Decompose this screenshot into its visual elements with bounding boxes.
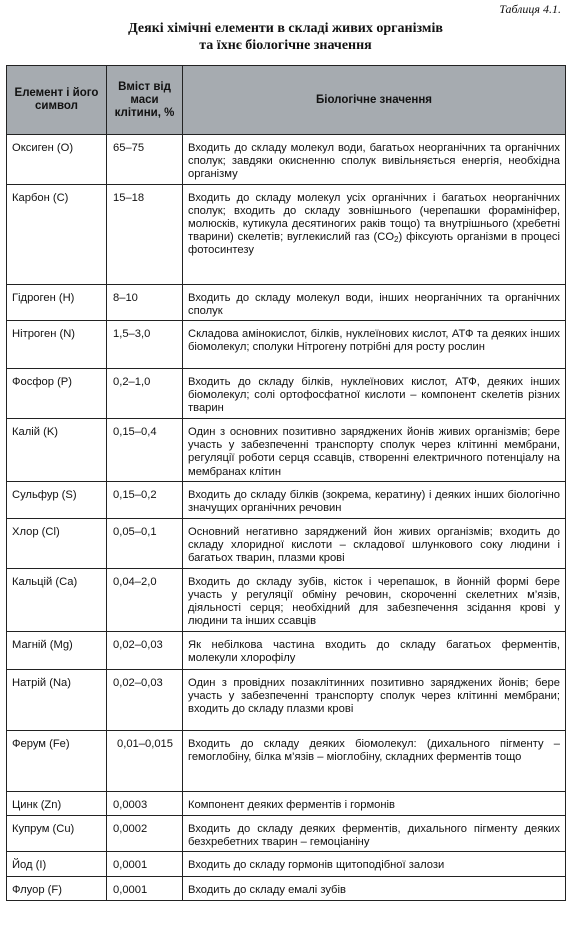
element-cell: Хлор (Cl) [7, 518, 107, 568]
table-row [7, 568, 566, 631]
table-row [7, 135, 566, 185]
co2-subscript: 2 [394, 235, 399, 245]
table-row [7, 631, 566, 669]
role-cell: Входить до складу деяких ферментів, дихального пігменту деяких безхребетних тварин – гемоціаніну [183, 815, 566, 851]
table-row [7, 730, 566, 791]
table-row [7, 419, 566, 482]
role-cell: Основний негативно заряджений йон живих організмів; входить до складу хлоридної кислоти – складової шлункового соку людини і багатьох тварин, плазми крові [183, 518, 566, 568]
role-cell: Входить до складу білків, нуклеїнових кислот, АТФ, деяких інших біомолекул; солі ортофосфатної кислоти – компонент скелетів різних тварин [183, 369, 566, 419]
content-cell: 0,04–2,0 [107, 568, 183, 631]
table-row [7, 815, 566, 851]
role-cell [183, 184, 566, 284]
table-title-line-1: Деякі хімічні елементи в складі живих організмів [128, 21, 443, 36]
table-row [7, 321, 566, 369]
chemical-elements-table [6, 65, 566, 901]
element-cell: Оксиген (О) [7, 135, 107, 185]
table-row [7, 791, 566, 815]
content-cell: 8–10 [107, 284, 183, 320]
role-cell: Входить до складу білків (зокрема, кератину) і деяких інших біологічно значущих органічних речовин [183, 481, 566, 518]
element-cell: Купрум (Cu) [7, 815, 107, 851]
element-cell: Цинк (Zn) [7, 791, 107, 815]
content-cell: 0,0003 [107, 791, 183, 815]
table-row [7, 369, 566, 419]
role-cell: Входить до складу емалі зубів [183, 877, 566, 901]
role-cell: Один з основних позитивно заряджених йонів живих організмів; бере участь у забезпеченні транспорту сполук через клітинні мембрани, регуляції роботи серця ссавців, створенні електричного потенціалу на мембранах клітин [183, 419, 566, 482]
content-cell: 65–75 [107, 135, 183, 185]
role-text: ) фіксують організми в процесі фотосинтезу [188, 231, 560, 257]
content-cell: 0,0002 [107, 815, 183, 851]
table-row [7, 669, 566, 730]
role-cell: Входить до складу молекул води, багатьох неорганічних та органічних сполук; завдяки окисненню сполук вивільняється енергія, необхідна організму [183, 135, 566, 185]
element-cell: Ферум (Fe) [7, 730, 107, 791]
element-cell: Натрій (Na) [7, 669, 107, 730]
table-row [7, 481, 566, 518]
content-cell: 1,5–3,0 [107, 321, 183, 369]
element-cell: Карбон (С) [7, 184, 107, 284]
table-number-caption: Таблиця 4.1. [499, 2, 561, 16]
table-body [7, 135, 566, 901]
element-cell: Фосфор (Р) [7, 369, 107, 419]
content-cell: 0,0001 [107, 852, 183, 877]
content-cell: 0,0001 [107, 877, 183, 901]
element-cell: Нітроген (N) [7, 321, 107, 369]
column-header-element: Елемент і його символ [7, 66, 107, 135]
role-cell: Входить до складу молекул води, інших неорганічних та органічних сполук [183, 284, 566, 320]
element-cell: Йод (I) [7, 852, 107, 877]
content-cell: 0,02–0,03 [107, 669, 183, 730]
table-row [7, 184, 566, 284]
element-cell: Сульфур (S) [7, 481, 107, 518]
table-row [7, 877, 566, 901]
role-cell: Входить до складу зубів, кісток і черепашок, в йонній формі бере участь у регуляції обміну речовин, скороченні скелетних м’язів, діяльності серця; необхідний для забезпечення зсідання крові у людини та інших ссавців [183, 568, 566, 631]
element-cell: Кальцій (Са) [7, 568, 107, 631]
content-cell: 0,15–0,4 [107, 419, 183, 482]
content-cell: 0,01–0,015 [107, 730, 183, 791]
element-cell: Флуор (F) [7, 877, 107, 901]
element-cell: Гідроген (Н) [7, 284, 107, 320]
content-cell: 0,2–1,0 [107, 369, 183, 419]
role-cell: Компонент деяких ферментів і гормонів [183, 791, 566, 815]
table-row [7, 518, 566, 568]
role-cell: Входить до складу деяких біомолекул: (дихального пігменту – гемоглобіну, білка м’язів – міоглобіну, складних ферментів тощо [183, 730, 566, 791]
content-cell: 0,05–0,1 [107, 518, 183, 568]
role-text: Входить до складу молекул усіх органічних і багатьох неорганічних сполук; входить до складу зовнішнього (черепашки форамініфер, молюсків, кутикула десятиногих раків тощо) та внутрішнього (хребетні тварини) скелетів; вуглекислий газ (CO [188, 191, 560, 244]
role-cell: Складова амінокислот, білків, нуклеїнових кислот, АТФ та деяких інших біомолекул; сполуки Нітрогену потрібні для росту рослин [183, 321, 566, 369]
element-cell: Калій (K) [7, 419, 107, 482]
role-cell: Як небілкова частина входить до складу багатьох ферментів, молекули хлорофілу [183, 631, 566, 669]
table-row [7, 852, 566, 877]
role-cell: Входить до складу гормонів щитоподібної залози [183, 852, 566, 877]
column-header-role: Біологічне значення [183, 66, 566, 135]
header-row [7, 66, 566, 135]
content-cell: 0,02–0,03 [107, 631, 183, 669]
role-cell: Один з провідних позаклітинних позитивно заряджених йонів; бере участь у забезпеченні транспорту сполук через клітинні мембрани; входить до складу плазми крові [183, 669, 566, 730]
table-header [7, 66, 566, 135]
table-title-line-2: та їхнє біологічне значення [199, 38, 372, 53]
table-row [7, 284, 566, 320]
column-header-content: Вміст від маси клітини, % [107, 66, 183, 135]
content-cell: 15–18 [107, 184, 183, 284]
element-cell: Магній (Mg) [7, 631, 107, 669]
content-cell: 0,15–0,2 [107, 481, 183, 518]
